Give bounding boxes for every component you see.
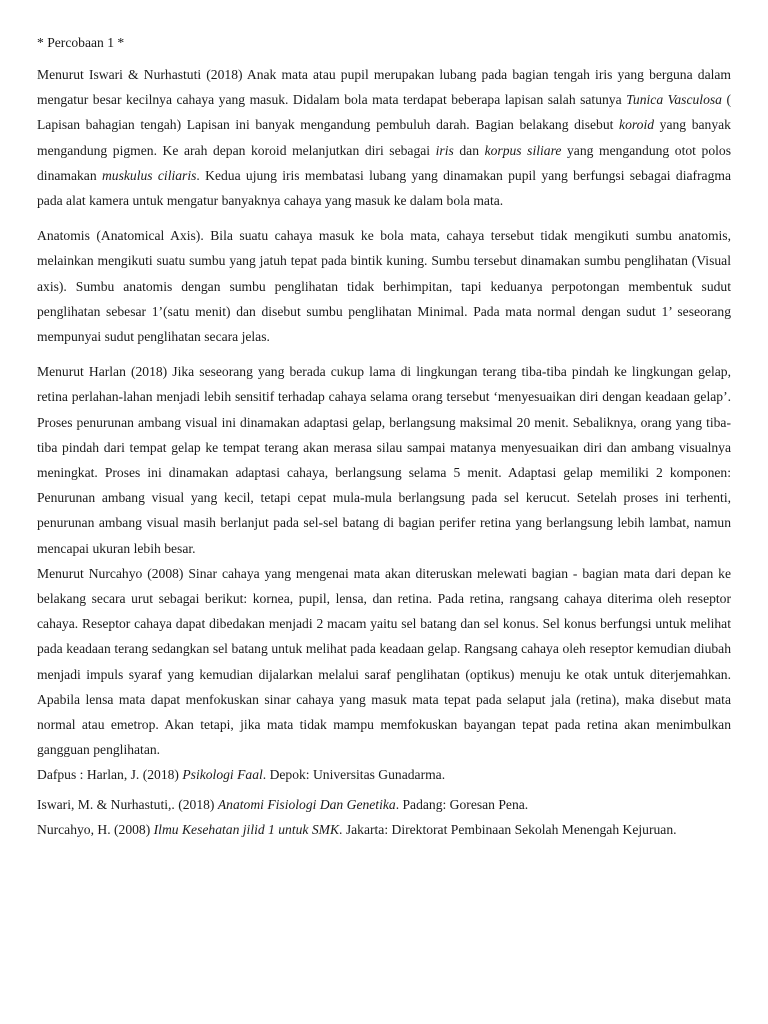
italic-term: korpus siliare	[484, 142, 562, 158]
paragraph-anatomis: Anatomis (Anatomical Axis). Bila suatu cahaya masuk ke bola mata, cahaya tersebut tidak mengikuti sumbu anatomis, melainkan mengikuti suatu sumbu yang jatuh tepat pada bintik kuning. Sumbu tersebut dinamakan sumbu penglihatan (Visual axis). Sumbu anatomis dengan sumbu penglihatan tidak berhimpitan, tapi keduanya perpotongan membentuk sudut penglihatan sebesar 1’(satu menit) dan disebut sumbu penglihatan Minimal. Pada mata normal dengan sudut 1’ seseorang mempunyai sudut penglihatan secara jelas.	[37, 228, 731, 345]
italic-term: Tunica Vasculosa	[626, 92, 722, 108]
italic-term: muskulus ciliaris	[101, 167, 197, 183]
reference-text: . Padang: Goresan Pena.	[395, 796, 529, 812]
paragraph-nurcahyo: Menurut Nurcahyo (2008) Sinar cahaya yang mengenai mata akan diteruskan melewati bagian - bagian mata dari depan ke belakang secara urut sebagai berikut: kornea, pupil, lensa, dan retina. Pada retina, rangsang cahaya diterima oleh reseptor cahaya. Reseptor cahaya dapat dibedakan menjadi 2 macam yaitu sel batang dan sel konus. Sel konus berfungsi untuk melihat pada keadaan terang sedangkan sel batang untuk melihat pada keadaan gelap. Rangsang cahaya oleh reseptor kemudian diubah menjadi impuls syaraf yang kemudian dijalarkan melalui saraf penglihatan (optikus) menuju ke otak untuk diterjemahkan. Apabila lensa mata dapat menfokuskan sinar cahaya yang masuk mata tepat pada selaput jala (retina), maka disebut mata normal atau emetrop. Akan tetapi, jika mata tidak mampu memfokuskan bayangan tepat pada retina akan menimbulkan gangguan penglihatan.	[37, 565, 731, 758]
text-run: ( Lapisan bahagian tengah) Lapisan ini banyak mengandung pembuluh darah. Bagian belakang disebut	[37, 92, 731, 133]
text-run: yang mengandung otot polos dinamakan	[37, 142, 731, 183]
reference-nurcahyo	[37, 821, 731, 839]
reference-title: Psikologi Faal	[182, 767, 263, 783]
italic-term: koroid	[619, 117, 655, 133]
paragraph-iswari	[37, 62, 731, 213]
reference-text: . Jakarta: Direktorat Pembinaan Sekolah Menengah Kejuruan.	[339, 821, 677, 837]
reference-iswari	[37, 792, 731, 817]
reference-title: Ilmu Kesehatan jilid 1 untuk SMK	[153, 821, 340, 837]
reference-text: Iswari, M. & Nurhastuti,. (2018)	[37, 796, 218, 812]
reference-text: Nurcahyo, H. (2008)	[37, 821, 154, 837]
reference-text: . Depok: Universitas Gunadarma.	[262, 767, 446, 783]
paragraph-harlan: Menurut Harlan (2018) Jika seseorang yang berada cukup lama di lingkungan terang tiba-tiba pindah ke lingkungan gelap, retina perlahan-lahan menjadi lebih sensitif terhadap cahaya selama orang tersebut ‘menyesuaikan diri dengan keadaan gelap’. Proses penurunan ambang visual ini dinamakan adaptasi gelap, berlangsung maksimal 20 menit. Sebaliknya, orang yang tiba-tiba pindah dari tempat gelap ke tempat terang akan merasa silau sampai matanya menyesuaikan diri dan ambang visualnya meningkat. Proses ini dinamakan adaptasi cahaya, berlangsung selama 5 menit. Adaptasi gelap memiliki 2 komponen: Penurunan ambang visual yang kecil, tetapi cepat mula-mula berlangsung pada sel kerucut. Setelah proses ini terhenti, penurunan ambang visual masih berlanjut pada sel-sel batang di bagian perifer retina yang berlangsung lebih lambat, namun mencapai ukuran lebih besar.	[37, 364, 731, 556]
section-heading: * Percobaan 1 *	[37, 35, 125, 50]
reference-harlan	[37, 762, 731, 787]
text-run: dan	[453, 142, 485, 158]
text-run: . Kedua ujung iris membatasi lubang yang dinamakan pupil yang berfungsi sebagai diafragma pada alat kamera untuk mengatur banyaknya cahaya yang masuk ke dalam bola mata.	[37, 167, 731, 209]
text-run: Menurut Iswari & Nurhastuti (2018) Anak mata atau pupil merupakan lubang pada bagian tengah iris yang berguna dalam mengatur besar kecilnya cahaya yang masuk. Didalam bola mata terdapat beberapa lapisan salah satunya	[37, 67, 731, 108]
text-run: yang banyak mengandung pigmen. Ke arah depan koroid melanjutkan diri sebagai	[37, 117, 731, 158]
reference-text: Dafpus : Harlan, J. (2018)	[37, 767, 183, 783]
italic-term: iris	[435, 142, 454, 158]
reference-title: Anatomi Fisiologi Dan Genetika	[217, 796, 396, 812]
